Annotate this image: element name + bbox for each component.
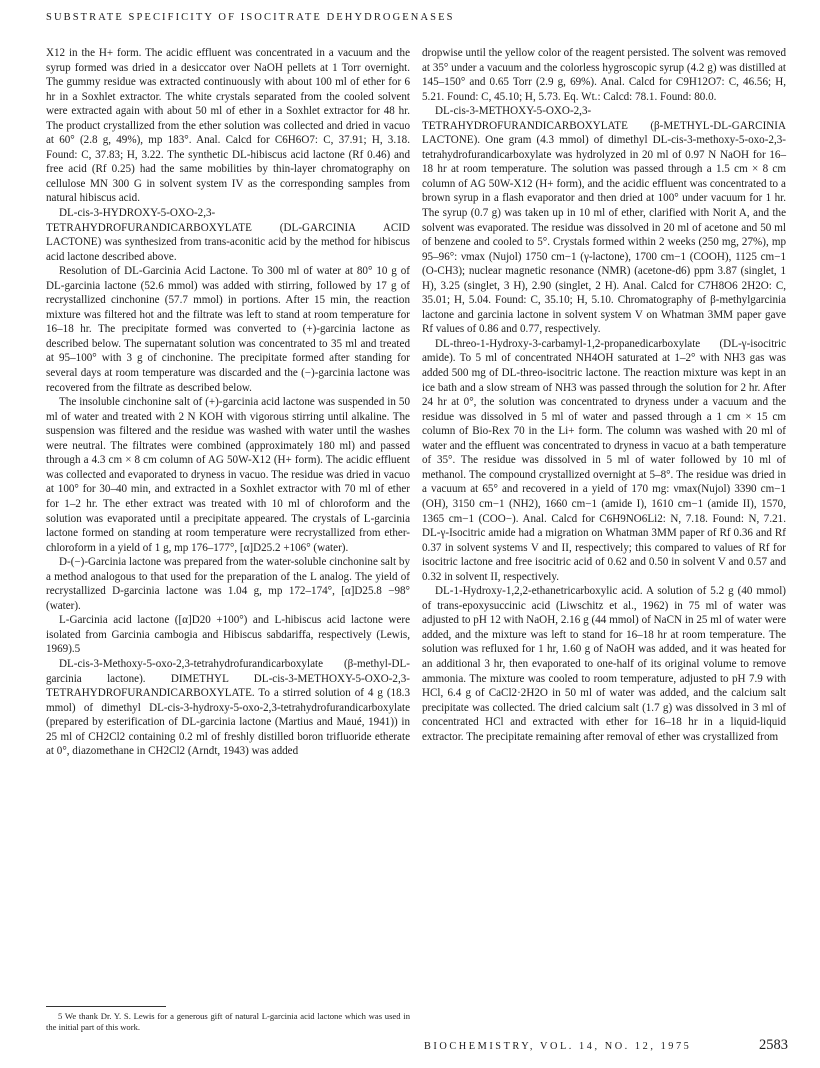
- paragraph: DL-cis-3-METHOXY-5-OXO-2,3-TETRAHYDROFURANDICARBOXYLATE (β-METHYL-DL-GARCINIA LACTONE). One gram (4.3 mmol) of dimethyl DL-cis-3-methoxy-5-oxo-2,3-tetrahydrofurandicarboxylate was hydrolyzed in 20 ml of 0.97 N NaOH for 16–18 hr at room temperature. The solution was passed through a 1.5 cm × 8 cm column of AG 50W-X12 (H+ form), and the acidic effluent was concentrated to a brown syrup in a flash evaporator and then dried at 100° under vacuum for 1 hr. The syrup (0.7 g) was taken up in 10 ml of ether, clarified with Norit A, and the solvent was evaporated. The residue was dissolved in 20 ml of acetone and 50 ml of benzene and cooled to 5°. Crystals formed within 2 weeks (250 mg, 27%), mp 95–96°: νmax (Nujol) 1750 cm−1 (γ-lactone), 1700 cm−1 (COOH), 1125 cm−1 (O-CH3); nuclear magnetic resonance (NMR) (acetone-d6) ppm 3.87 (singlet, 1 H), 3.25 (singlet, 3 H), 2.90 (singlet, 2 H). Anal. Calcd for C7H8O6 2H2O: C, 35.01; H, 5.04. Found: C, 35.10; H, 5.10. Chromatography of β-methylgarcinia lactone and garcinia lactone in solvent system V on Whatman 3MM paper gave Rf values of 0.86 and 0.77, respectively.: [422, 105, 786, 336]
- paragraph: X12 in the H+ form. The acidic effluent was concentrated in a vacuum and the syrup formed was dried in a desiccator over NaOH pellets at 1 Torr overnight. The gummy residue was extracted continuously with about 100 ml of ether for 6 hr in a Soxhlet extractor. The white crystals separated from the cooled solvent were extracted again with about 50 ml of ether in a Soxhlet extractor for 48 hr. The product crystallized from the ether solution was collected and dried in vacuo at 60° (2.8 g, 49%), mp 183°. Anal. Calcd for C6H6O7: C, 37.91; H, 3.18. Found: C, 37.83; H, 3.22. The synthetic DL-hibiscus acid lactone (Rf 0.46) and free acid (Rf 0.25) had the same mobilities by thin-layer chromatography on cellulose MN 300 G in solvent system IV as the corresponding samples from natural hibiscus acid.: [46, 47, 410, 205]
- paragraph: DL-1-Hydroxy-1,2,2-ethanetricarboxylic acid. A solution of 5.2 g (40 mmol) of trans-epoxysuccinic acid (Liwschitz et al., 1962) in 75 ml of water was adjusted to pH 12 with NaOH, 2.16 g (44 mmol) of NaCN in 25 ml of water were added, and the mixture was left to stand for 16–18 hr at room temperature. The solution was refluxed for 1 hr, 1.60 g of NaOH was added, and it was heated for an additional 3 hr, then evaporated to one-half of its original volume to remove ammonia. The mixture was cooled to room temperature, adjusted to pH 7.9 with HCl, 6.4 g of CaCl2·2H2O in 50 ml of water was added, and the calcium salt precipitate was collected. The dried calcium salt (1.7 g) was dissolved in 3 ml of concentrated HCl and extracted with ether for 16–18 hr in a liquid-liquid extractor. The precipitate remaining after removal of ether was crystallized from: [422, 585, 786, 743]
- right-column: [422, 46, 786, 744]
- page-number: 2583: [759, 1037, 788, 1053]
- page-footer: [424, 1037, 788, 1054]
- paragraph: DL-cis-3-HYDROXY-5-OXO-2,3-TETRAHYDROFURANDICARBOXYLATE (DL-GARCINIA ACID LACTONE) was synthesized from trans-aconitic acid by the method for hibiscus acid lactone described above.: [46, 207, 410, 263]
- paragraph: dropwise until the yellow color of the reagent persisted. The solvent was removed at 35° under a vacuum and the colorless hygroscopic syrup (4.2 g) was distilled at 145–150° and 0.65 Torr (2.9 g, 69%). Anal. Calcd for C9H12O7: C, 46.56; H, 5.21. Found: C, 45.10; H, 5.73. Eq. Wt.: Calcd: 78.1. Found: 80.0.: [422, 47, 786, 103]
- footnote: 5 We thank Dr. Y. S. Lewis for a generous gift of natural L-garcinia acid lactone which was used in the initial part of this work.: [46, 1011, 410, 1033]
- paragraph: The insoluble cinchonine salt of (+)-garcinia acid lactone was suspended in 50 ml of water and treated with 2 N KOH with vigorous stirring until alkaline. The suspension was filtered and the residue was washed with water until the washes were neutral. The filtrates were combined (approximately 180 ml) and passed through a 4.3 cm × 8 cm column of AG 50W-X12 (H+ form). The acidic effluent was collected and evaporated to dryness in vacuo. The residue was dried in vacuo at 100° for 30–40 min, and extracted in a Soxhlet extractor with 70 ml of ether for 1–2 hr. The ether extract was treated with 10 ml of chloroform and the solution was evaporated until a precipitate appeared. The crystals of L-garcinia lactone formed on standing at room temperature were recrystallized from ether-chloroform in a yield of 1 g, mp 176–177°, [α]D25.2 +106° (water).: [46, 396, 410, 554]
- paragraph: D-(−)-Garcinia lactone was prepared from the water-soluble cinchonine salt by a method analogous to that used for the preparation of the L analog. The yield of recrystallized D-garcinia lactone was 1.04 g, mp 172–174°, [α]D25.8 −98° (water).: [46, 556, 410, 612]
- paragraph: DL-cis-3-Methoxy-5-oxo-2,3-tetrahydrofurandicarboxylate (β-methyl-DL-garcinia lactone). DIMETHYL DL-cis-3-METHOXY-5-OXO-2,3-TETRAHYDROFURANDICARBOXYLATE. To a stirred solution of 4 g (18.3 mmol) of dimethyl DL-cis-3-hydroxy-5-oxo-2,3-tetrahydrofurandicarboxylate (prepared by esterification of DL-garcinia lactone (Martius and Maué, 1941)) in 25 ml of CH2Cl2 containing 0.2 ml of freshly distilled boron trifluoride etherate at 0°, diazomethane in CH2Cl2 (Arndt, 1943) was added: [46, 657, 410, 758]
- footnote-divider: [46, 1006, 166, 1007]
- paragraph: Resolution of DL-Garcinia Acid Lactone. To 300 ml of water at 80° 10 g of DL-garcinia lactone (52.6 mmol) was added with stirring, followed by 17 g of recrystallized cinchonine (57.7 mmol) in portions. After 15 min, the reaction mixture was filtered hot and the filtrate was left to stand at room temperature for 16–18 hr. The precipitate formed was converted to (+)-garcinia lactone as described below. The supernatant solution was concentrated to 35 ml and treated at 95–100° with 3 g of cinchonine. The precipitate formed after standing for several days at room temperature was discarded and the (−)-garcinia lactone was recovered from the filtrate as described below.: [46, 265, 410, 394]
- paragraph: L-Garcinia acid lactone ([α]D20 +100°) and L-hibiscus acid lactone were isolated from Garcinia cambogia and Hibiscus sabdariffa, respectively (Lewis, 1969).5: [46, 614, 410, 656]
- journal-citation: BIOCHEMISTRY, VOL. 14, NO. 12, 1975: [424, 1041, 692, 1052]
- left-column: [46, 46, 410, 759]
- paragraph: DL-threo-1-Hydroxy-3-carbamyl-1,2-propanedicarboxylate (DL-γ-isocitric amide). To 5 ml of concentrated NH4OH saturated at 1–2° with NH3 gas was added 500 mg of DL-threo-isocitric lactone. The reaction mixture was kept in an ice bath and a slow stream of NH3 was passed through the solution for 2 hr. After 24 hr at 0°, the solution was concentrated to dryness under a vacuum and the residue was dissolved in 5 ml of water and passed through a 1 cm × 15 cm column of Bio-Rex 70 in the Li+ form. The column was washed with 20 ml of water and the effluent was concentrated to dryness in vacuo at a bath temperature of 35°. The residue was dissolved in 5 ml of water followed by 10 ml of methanol. The compound crystallized overnight at 5–8°. The residue was dried in a vacuum at 65° and recovered in a yield of 170 mg: νmax(Nujol) 3390 cm−1 (OH), 3150 cm−1 (NH2), 1660 cm−1 (amide I), 1610 cm−1 (amide II), 1570, 1365 cm−1 (COO−). Anal. Calcd for C6H9NO6Li2: N, 7.18. Found: N, 7.21. DL-γ-Isocitric amide had a migration on Whatman 3MM paper of Rf 0.36 and Rf 0.37 in solvent systems V and II, respectively; this compared to values of Rf for isocitric lactone and free isocitric acid of 0.62 and 0.50 in solvent V and 0.57 and 0.32 in solvent II, respectively.: [422, 337, 786, 583]
- running-head: SUBSTRATE SPECIFICITY OF ISOCITRATE DEHYDROGENASES: [46, 12, 455, 23]
